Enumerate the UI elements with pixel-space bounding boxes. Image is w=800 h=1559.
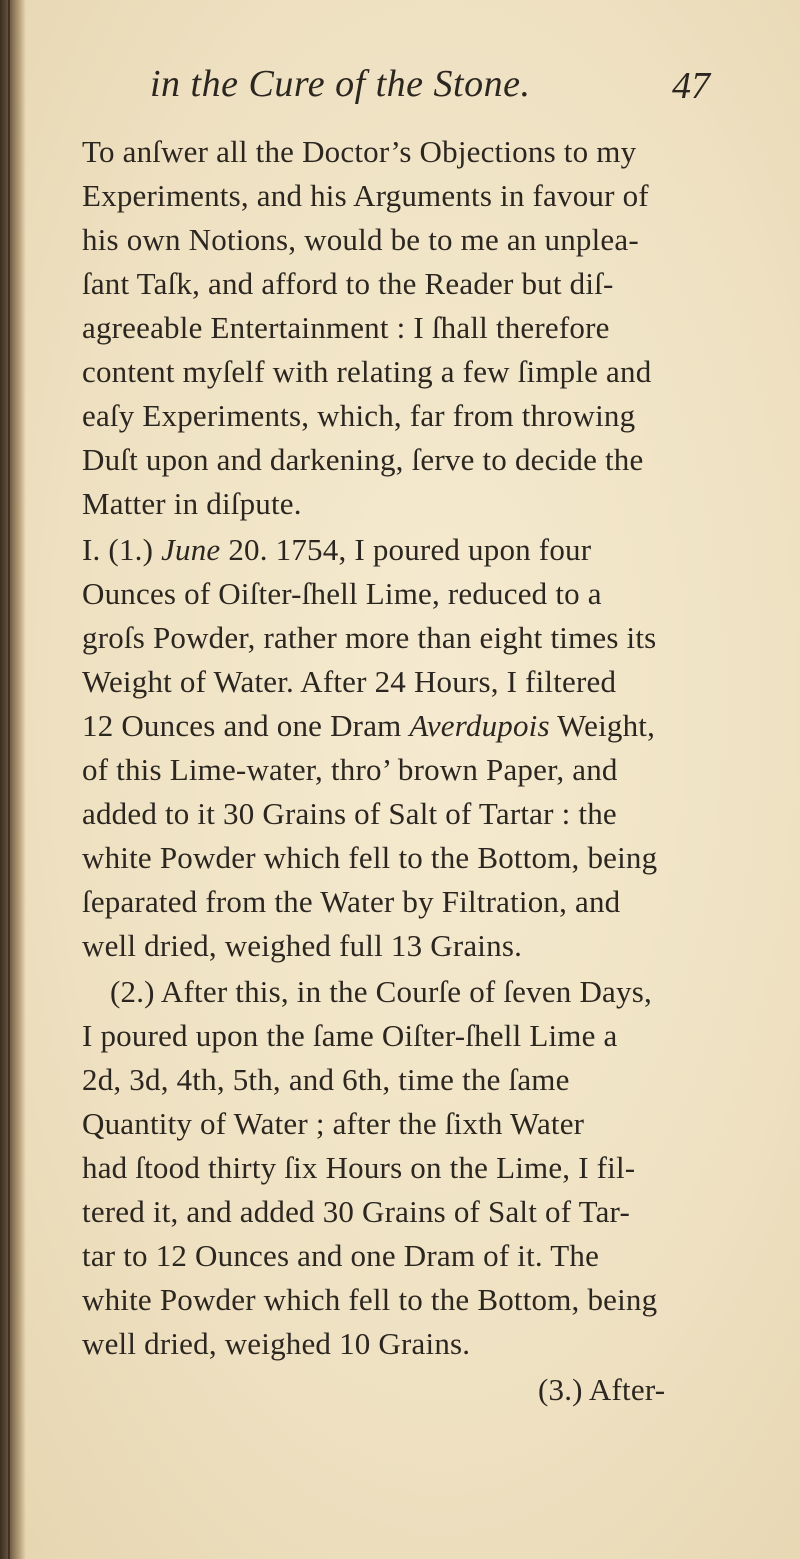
text-line: eaſy Experiments, which, far from throwing: [82, 398, 636, 433]
text-line: Duſt upon and darkening, ſerve to decide the: [82, 442, 644, 477]
text-line: Ounces of Oiſter-ſhell Lime, reduced to a: [82, 576, 602, 611]
page-header: [0, 62, 800, 112]
text-line: Experiments, and his Arguments in favour of: [82, 178, 649, 213]
text-line: groſs Powder, rather more than eight times its: [82, 620, 657, 655]
page-number: 47: [672, 65, 710, 107]
text-line: content myſelf with relating a few ſimple and: [82, 354, 652, 389]
text-line: tered it, and added 30 Grains of Salt of Tar-: [82, 1194, 630, 1229]
text-line: agreeable Entertainment : I ſhall therefore: [82, 310, 610, 345]
text-line: tar to 12 Ounces and one Dram of it. The: [82, 1238, 600, 1273]
text-line: added to it 30 Grains of Salt of Tartar : the: [82, 796, 617, 831]
text-line: ſeparated from the Water by Filtration, and: [82, 884, 621, 919]
catchword: (3.) After-: [538, 1372, 666, 1407]
text-line: Matter in diſpute.: [82, 486, 302, 521]
text-line: ſant Taſk, and afford to the Reader but diſ-: [82, 266, 614, 301]
italic-term: Averdupois: [409, 708, 550, 743]
text-line: I poured upon the ſame Oiſter-ſhell Lime a: [82, 1018, 618, 1053]
text-line: Weight of Water. After 24 Hours, I filtered: [82, 664, 617, 699]
text-line: well dried, weighed full 13 Grains.: [82, 928, 523, 963]
text-line: Quantity of Water ; after the ſixth Water: [82, 1106, 585, 1141]
text-line: white Powder which fell to the Bottom, being: [82, 1282, 658, 1317]
text-segment: 12 Ounces and one Dram: [82, 708, 410, 743]
text-segment: I. (1.): [82, 532, 162, 567]
text-line: had ſtood thirty ſix Hours on the Lime, I fil-: [82, 1150, 636, 1185]
italic-date: June: [161, 532, 221, 567]
text-segment: Weight,: [549, 708, 656, 743]
text-line-with-italic: [82, 530, 591, 570]
text-line: of this Lime-water, thro’ brown Paper, and: [82, 752, 618, 787]
text-line-with-italic: [82, 706, 655, 746]
text-segment: 20. 1754, I poured upon four: [220, 532, 592, 567]
text-line: 2d, 3d, 4th, 5th, and 6th, time the ſame: [82, 1062, 570, 1097]
binding-edge: [8, 0, 10, 1559]
running-head: in the Cure of the Stone.: [150, 63, 531, 105]
text-line: To anſwer all the Doctor’s Objections to my: [82, 134, 637, 169]
book-gutter-shadow: [0, 0, 26, 1559]
text-line: well dried, weighed 10 Grains.: [82, 1326, 471, 1361]
text-line: his own Notions, would be to me an unplea-: [82, 222, 639, 257]
text-line: (2.) After this, in the Courſe of ſeven Days,: [110, 974, 652, 1009]
text-line: white Powder which fell to the Bottom, being: [82, 840, 658, 875]
